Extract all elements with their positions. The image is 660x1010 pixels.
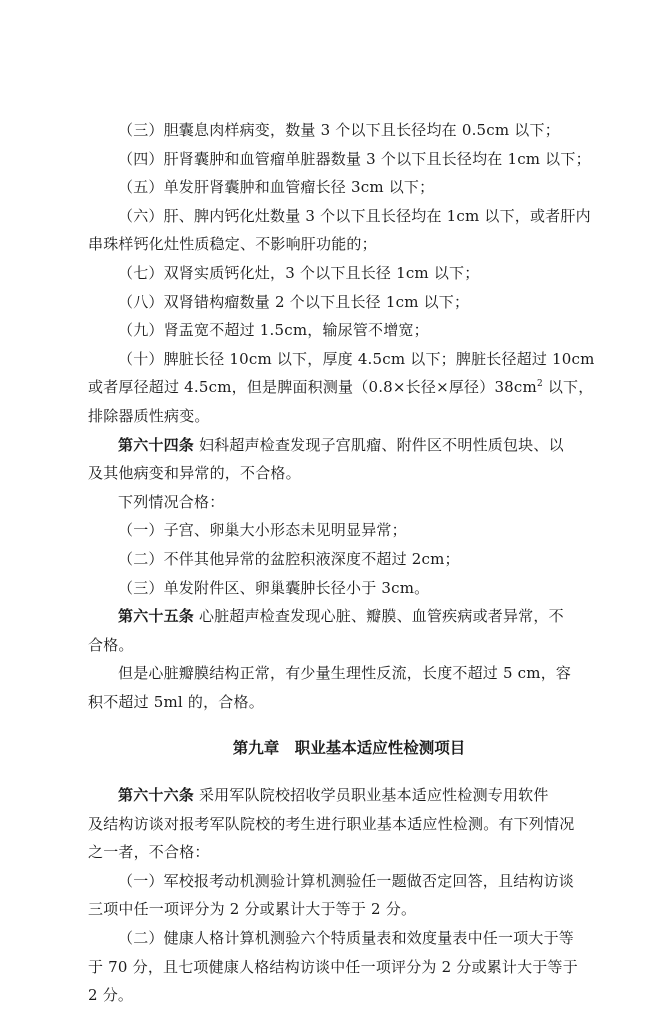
list-item: （二）不伴其他异常的盆腔积液深度不超过 2cm； [118, 549, 460, 568]
list-item: （四）肝肾囊肿和血管瘤单脏器数量 3 个以下且长径均在 1cm 以下； [118, 149, 591, 168]
article-continuation: 及其他病变和异常的，不合格。 [88, 464, 301, 483]
article-text: 采用军队院校招收学员职业基本适应性检测专用软件 [194, 786, 549, 805]
list-item: （三）胆囊息肉样病变，数量 3 个以下且长径均在 0.5cm 以下； [118, 121, 560, 139]
chapter-title: 第九章 职业基本适应性检测项目 [232, 739, 466, 758]
list-item-continuation: 2 分。 [88, 986, 134, 1005]
article-label: 第六十五条 [118, 607, 195, 626]
article-text: 心脏超声检查发现心脏、瓣膜、血管疾病或者异常，不 [194, 607, 564, 626]
list-item-continuation: 三项中任一项评分为 2 分或累计大于等于 2 分。 [88, 900, 417, 919]
list-item: （八）双肾错构瘤数量 2 个以下且长径 1cm 以下； [118, 292, 470, 311]
article-label: 第六十四条 [118, 435, 195, 454]
paragraph: 但是心脏瓣膜结构正常，有少量生理性反流，长度不超过 5 cm，容 [118, 664, 572, 683]
list-item: （六）肝、脾内钙化灶数量 3 个以下且长径均在 1cm 以下，或者肝内 [118, 206, 591, 225]
paragraph-continuation: 积不超过 5ml 的，合格。 [88, 692, 264, 711]
item10-text-end: 以下， [542, 378, 594, 397]
list-item: （一）军校报考动机测验计算机测验任一题做否定回答，且结构访谈 [118, 871, 575, 890]
article-continuation: 之一者，不合格： [88, 843, 210, 862]
list-item: （一）子宫、卵巢大小形态未见明显异常； [118, 521, 407, 540]
superscript-2: 2 [536, 379, 543, 390]
list-item: （九）肾盂宽不超过 1.5cm，输尿管不增宽； [118, 321, 429, 340]
article-continuation: 及结构访谈对报考军队院校的考生进行职业基本适应性检测。有下列情况 [88, 814, 575, 833]
list-item-continuation [88, 373, 594, 402]
item10-text: 或者厚径超过 4.5cm，但是脾面积测量（0.8×长径×厚径）38cm [88, 378, 537, 397]
article-66 [118, 781, 580, 810]
list-item-continuation: 串珠样钙化灶性质稳定、不影响肝功能的； [88, 235, 377, 254]
list-item: （七）双肾实质钙化灶，3 个以下且长径 1cm 以下； [118, 263, 480, 282]
article-continuation: 合格。 [88, 635, 134, 654]
list-item: （三）单发附件区、卵巢囊肿长径小于 3cm。 [118, 578, 430, 597]
paragraph: 下列情况合格： [118, 492, 225, 511]
article-65 [118, 602, 580, 631]
list-item: （五）单发肝肾囊肿和血管瘤长径 3cm 以下； [118, 178, 435, 197]
list-item-continuation: 于 70 分，且七项健康人格结构访谈中任一项评分为 2 分或累计大于等于 [88, 957, 578, 976]
list-item-continuation: 排除器质性病变。 [88, 406, 210, 425]
article-text: 妇科超声检查发现子宫肌瘤、附件区不明性质包块、以 [194, 435, 564, 454]
list-item: （二）健康人格计算机测验六个特质量表和效度量表中任一项大于等 [118, 929, 575, 948]
article-label: 第六十六条 [118, 786, 195, 805]
document-body [88, 116, 595, 1010]
list-item: （十）脾脏长径 10cm 以下，厚度 4.5cm 以下；脾脏长径超过 10cm [118, 349, 595, 368]
article-64 [118, 431, 580, 460]
